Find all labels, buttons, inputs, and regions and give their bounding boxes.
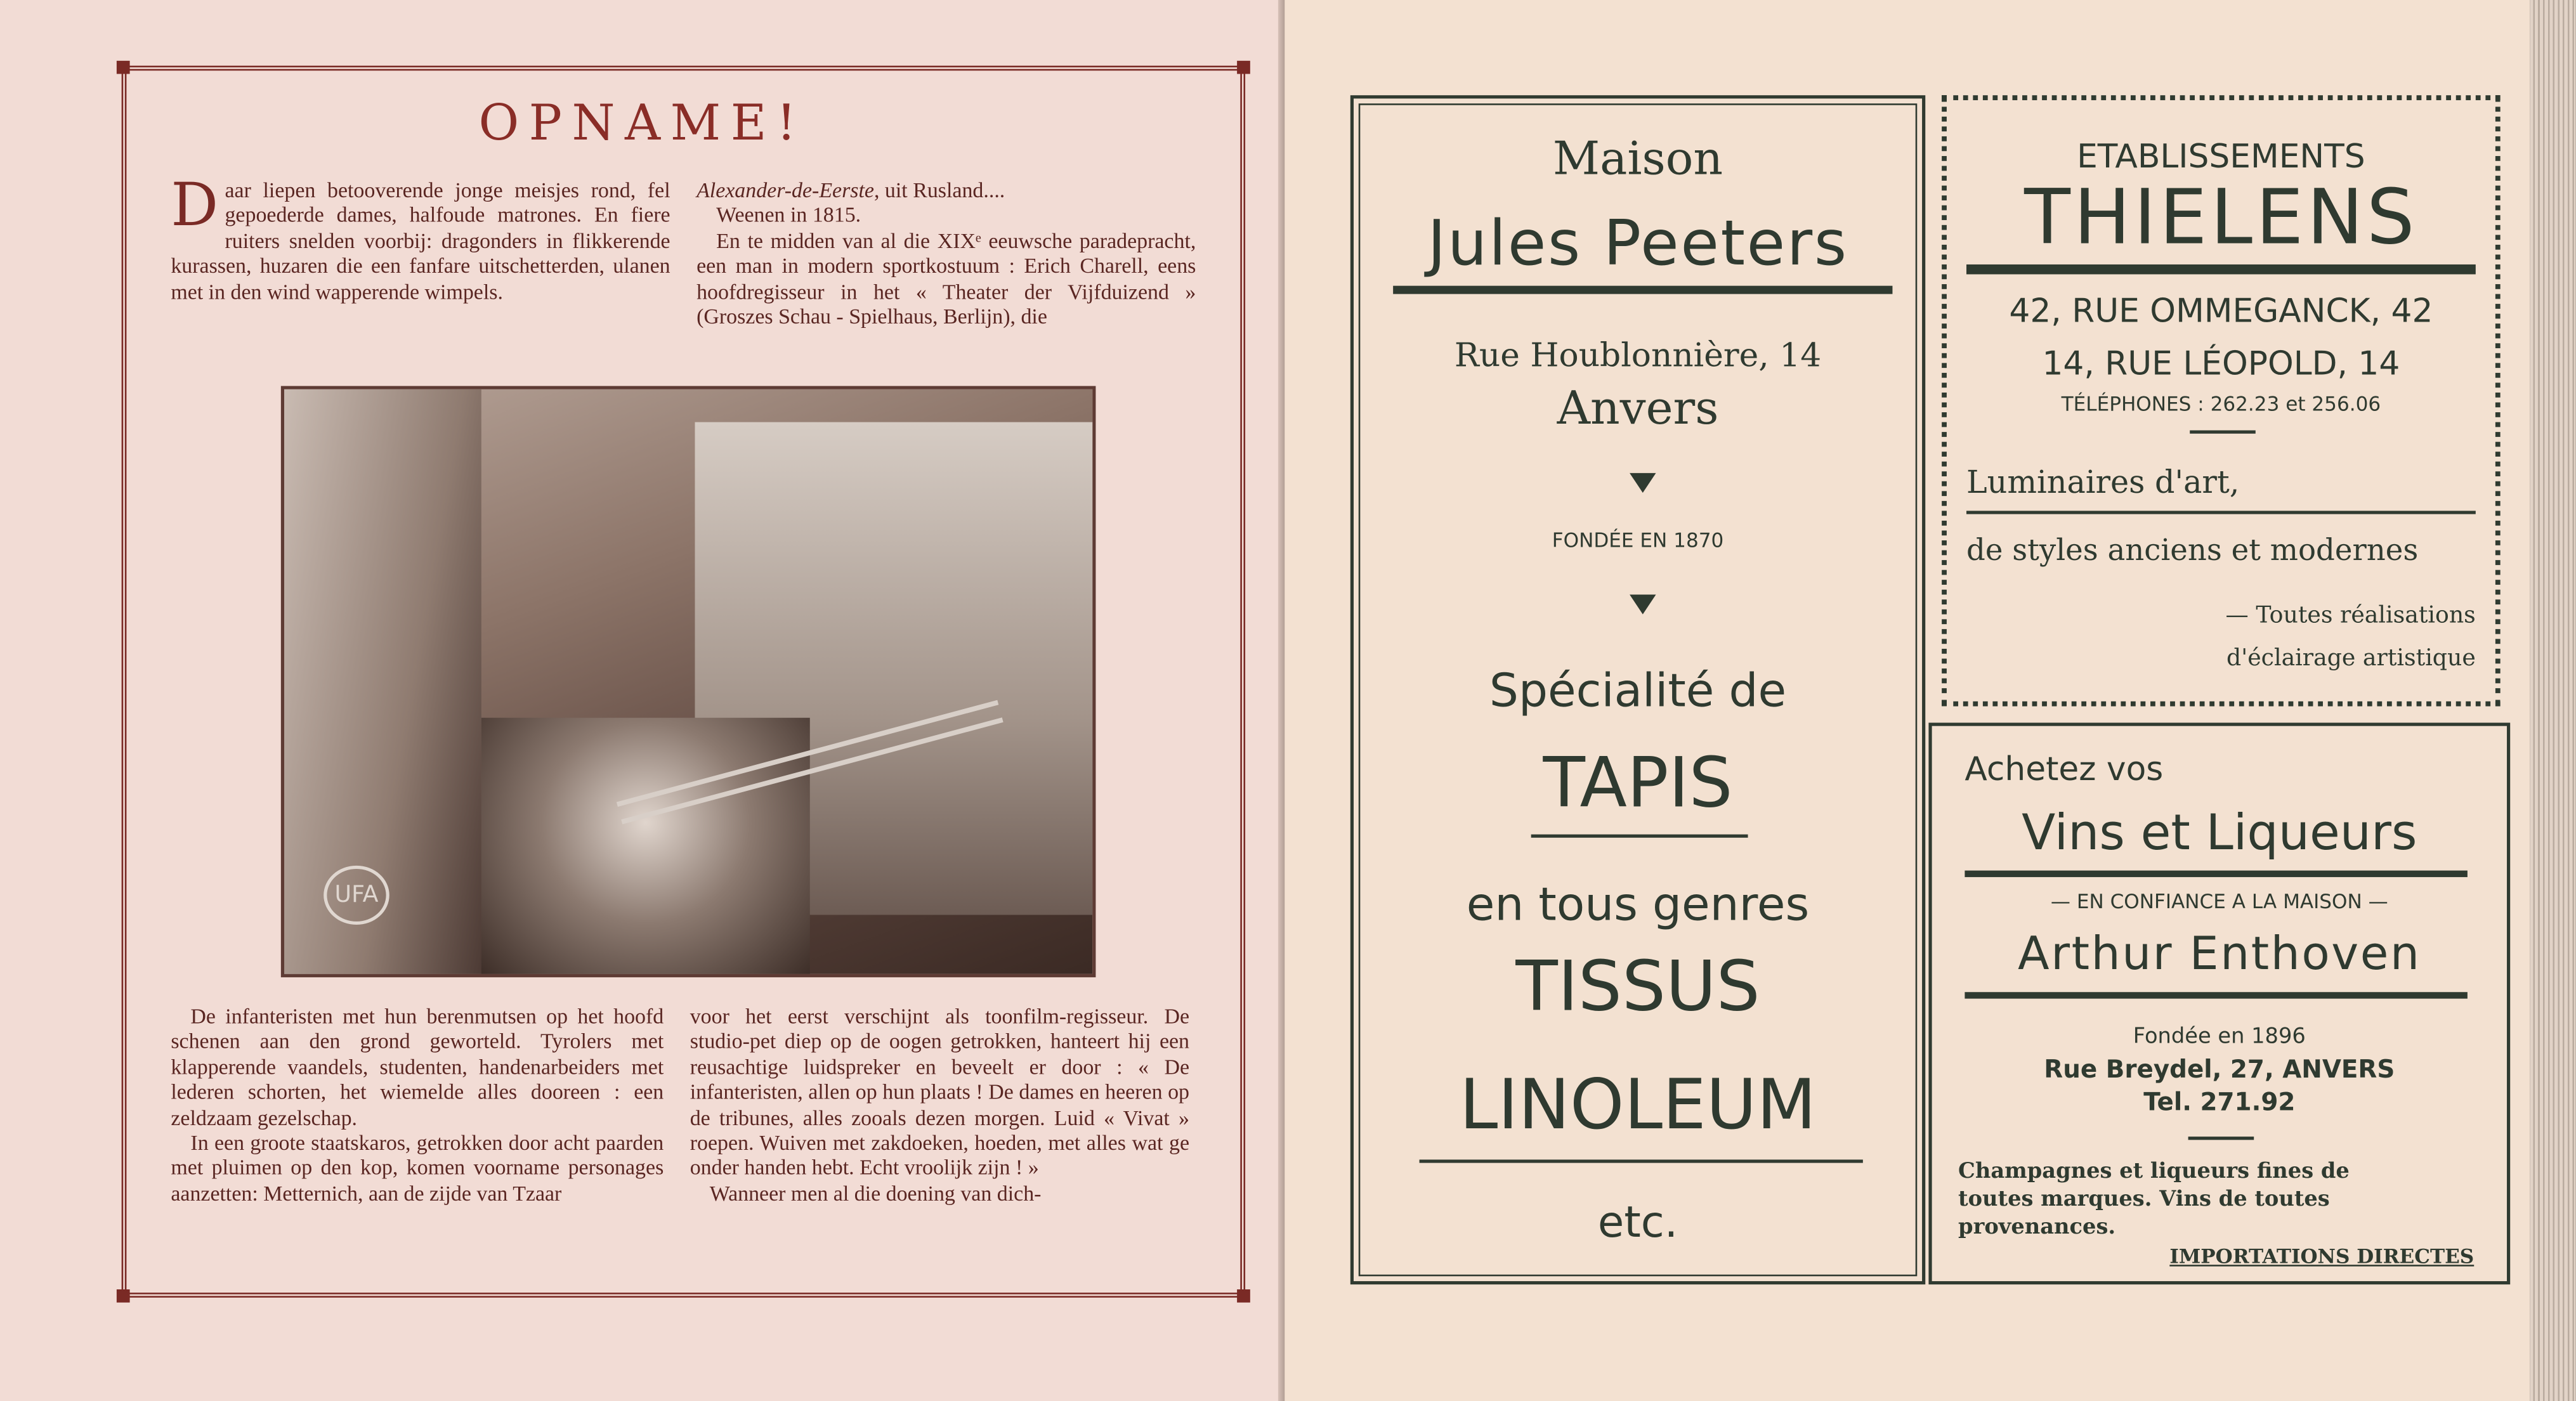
ad-champagnes-3: provenances.	[1958, 1215, 2116, 1241]
ad-champagnes-1: Champagnes et liqueurs fines de	[1958, 1159, 2350, 1185]
film-still-photo	[281, 386, 1096, 977]
ad-enthoven	[1928, 723, 2510, 1285]
ad-city: Anvers	[1557, 381, 1719, 436]
column-1-top	[171, 172, 670, 304]
ad-addr1: 42, RUE OMMEGANCK, 42	[2009, 290, 2433, 330]
ad-jules-peeters	[1350, 95, 1925, 1284]
paragraph: In een groote staatskaros, getrokken door acht paarden met pluimen op den kop, komen voorname personages aanzetten: Metternich, aan de zijde van Tzaar	[171, 1130, 664, 1206]
ad-genres: en tous genres	[1466, 876, 1810, 932]
ad-tapis: TAPIS	[1543, 742, 1733, 823]
ad-arthur-enthoven: Arthur Enthoven	[2018, 926, 2421, 981]
ad-champagnes-2: toutes marques. Vins de toutes	[1958, 1187, 2330, 1213]
ad-thielens	[1942, 95, 2501, 706]
ad-founded: Fondée en 1896	[2133, 1025, 2306, 1050]
ad-importations: IMPORTATIONS DIRECTES	[2169, 1245, 2475, 1268]
column-2-top	[696, 178, 1196, 329]
ad-eclairage: d'éclairage artistique	[2226, 645, 2476, 672]
paragraph: De infanteristen met hun berenmutsen op het hoofd schenen aan den grond geworteld. Tyrolers met klapperende vaandels, studenten, handenarbeiders met lederen schorten, het wiemelde alles dooreen : een zeldzaam gezelschap.	[171, 1003, 664, 1130]
right-page	[1285, 0, 2530, 1401]
page-title: OPNAME!	[478, 95, 806, 153]
drop-cap: D	[171, 172, 219, 240]
ad-styles: de styles anciens et modernes	[1966, 533, 2419, 569]
ad-vins: Vins et Liqueurs	[2022, 805, 2417, 863]
ad-addr2: 14, RUE LÉOPOLD, 14	[2042, 343, 2400, 383]
ad-etab: ETABLISSEMENTS	[2077, 136, 2365, 176]
ufa-logo: UFA	[324, 866, 389, 925]
paragraph: aar liepen betooverende jonge meisjes rond, fel gepoederde dames, halfoude matrones. En fiere ruiters snelden voorbij: dragonders in flikkerende kurassen, huzaren die een fanfare uitschetterden, ulanen met in den wind wapperende wimpels.	[171, 177, 670, 304]
paragraph: voor het eerst verschijnt als toonfilm-regisseur. De studio-pet diep op de oogen getrokken, hanteert hij een reusachtige luidspreker en beveelt er door : « De infanteristen, allen op hun plaats ! De dames en heeren op de tribunes, alles zooals dezen morgen. Luid « Vivat » roepen. Wuiven met zakdoeken, hoeden, met alles wat ge onder handen hebt. Echt vroolijk zijn ! »	[690, 1003, 1190, 1180]
ad-tissus: TISSUS	[1515, 946, 1760, 1027]
ad-confiance: — EN CONFIANCE A LA MAISON —	[2050, 890, 2388, 913]
ad-founded: FONDÉE EN 1870	[1552, 528, 1724, 552]
ad-address: Rue Breydel, 27, ANVERS	[2044, 1054, 2395, 1085]
ad-luminaires: Luminaires d'art,	[1966, 464, 2240, 501]
ad-maison: Maison	[1552, 131, 1723, 186]
ad-street: Rue Houblonnière, 14	[1454, 335, 1822, 375]
page-edges	[2530, 0, 2576, 1401]
ad-achetez: Achetez vos	[1965, 748, 2164, 789]
ad-linoleum: LINOLEUM	[1459, 1064, 1817, 1145]
column-1-bottom	[171, 1003, 664, 1206]
paragraph: Wanneer men al die doening van dich-	[709, 1180, 1042, 1206]
ad-etc: etc.	[1597, 1199, 1678, 1249]
paragraph: En te midden van al die XIXᵉ eeuwsche paradepracht, een man in modern sportkostuum : Erich Charell, eens hoofdregisseur in het « Theater der Vijfduizend » (Groszes Schau - Spielhaus, Berlijn), die	[696, 228, 1196, 329]
ad-realisations: — Toutes réalisations	[2225, 603, 2476, 629]
column-2-bottom	[690, 1003, 1189, 1206]
ad-name: THIELENS	[2024, 172, 2418, 261]
ad-phones: TÉLÉPHONES : 262.23 et 256.06	[2061, 392, 2381, 416]
ad-specialite: Spécialité de	[1489, 663, 1787, 718]
ad-name: Jules Peeters	[1427, 207, 1848, 280]
ad-tel: Tel. 271.92	[2143, 1087, 2296, 1118]
left-page	[0, 0, 1285, 1401]
italic-name: Alexander-de-Eerste	[696, 177, 874, 202]
paragraph: , uit Rusland....	[873, 177, 1005, 202]
paragraph: Weenen in 1815.	[716, 202, 861, 228]
